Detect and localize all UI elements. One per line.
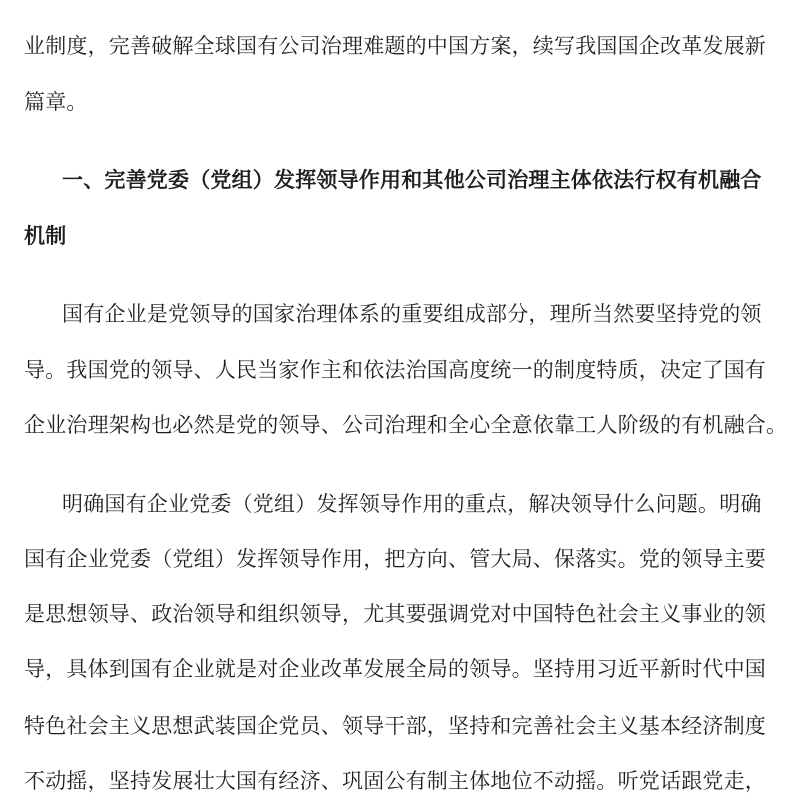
paragraph-line: 是思想领导、政治领导和组织领导，尤其要强调党对中国特色社会主义事业的领 <box>24 602 766 626</box>
text-line: 业制度，完善破解全球国有公司治理难题的中国方案，续写我国国企改革发展新 <box>24 34 766 58</box>
paragraph-line: 明确国有企业党委（党组）发挥领导作用的重点，解决领导什么问题。明确 <box>62 492 762 516</box>
paragraph-line: 导，具体到国有企业就是对企业改革发展全局的领导。坚持用习近平新时代中国 <box>24 657 766 681</box>
paragraph-line: 国有企业是党领导的国家治理体系的重要组成部分，理所当然要坚持党的领 <box>62 302 762 326</box>
paragraph-line: 不动摇，坚持发展壮大国有经济、巩固公有制主体地位不动摇。听党话跟党走， <box>24 769 766 793</box>
section-heading-continued: 机制 <box>24 224 67 248</box>
paragraph-line: 导。我国党的领导、人民当家作主和依法治国高度统一的制度特质，决定了国有 <box>24 358 766 382</box>
paragraph-line: 企业治理架构也必然是党的领导、公司治理和全心全意依靠工人阶级的有机融合。 <box>24 413 788 437</box>
paragraph-line: 国有企业党委（党组）发挥领导作用，把方向、管大局、保落实。党的领导主要 <box>24 547 766 571</box>
section-heading: 一、完善党委（党组）发挥领导作用和其他公司治理主体依法行权有机融合 <box>62 168 762 192</box>
paragraph-line: 特色社会主义思想武装国企党员、领导干部，坚持和完善社会主义基本经济制度 <box>24 714 766 738</box>
text-line: 篇章。 <box>24 90 88 114</box>
